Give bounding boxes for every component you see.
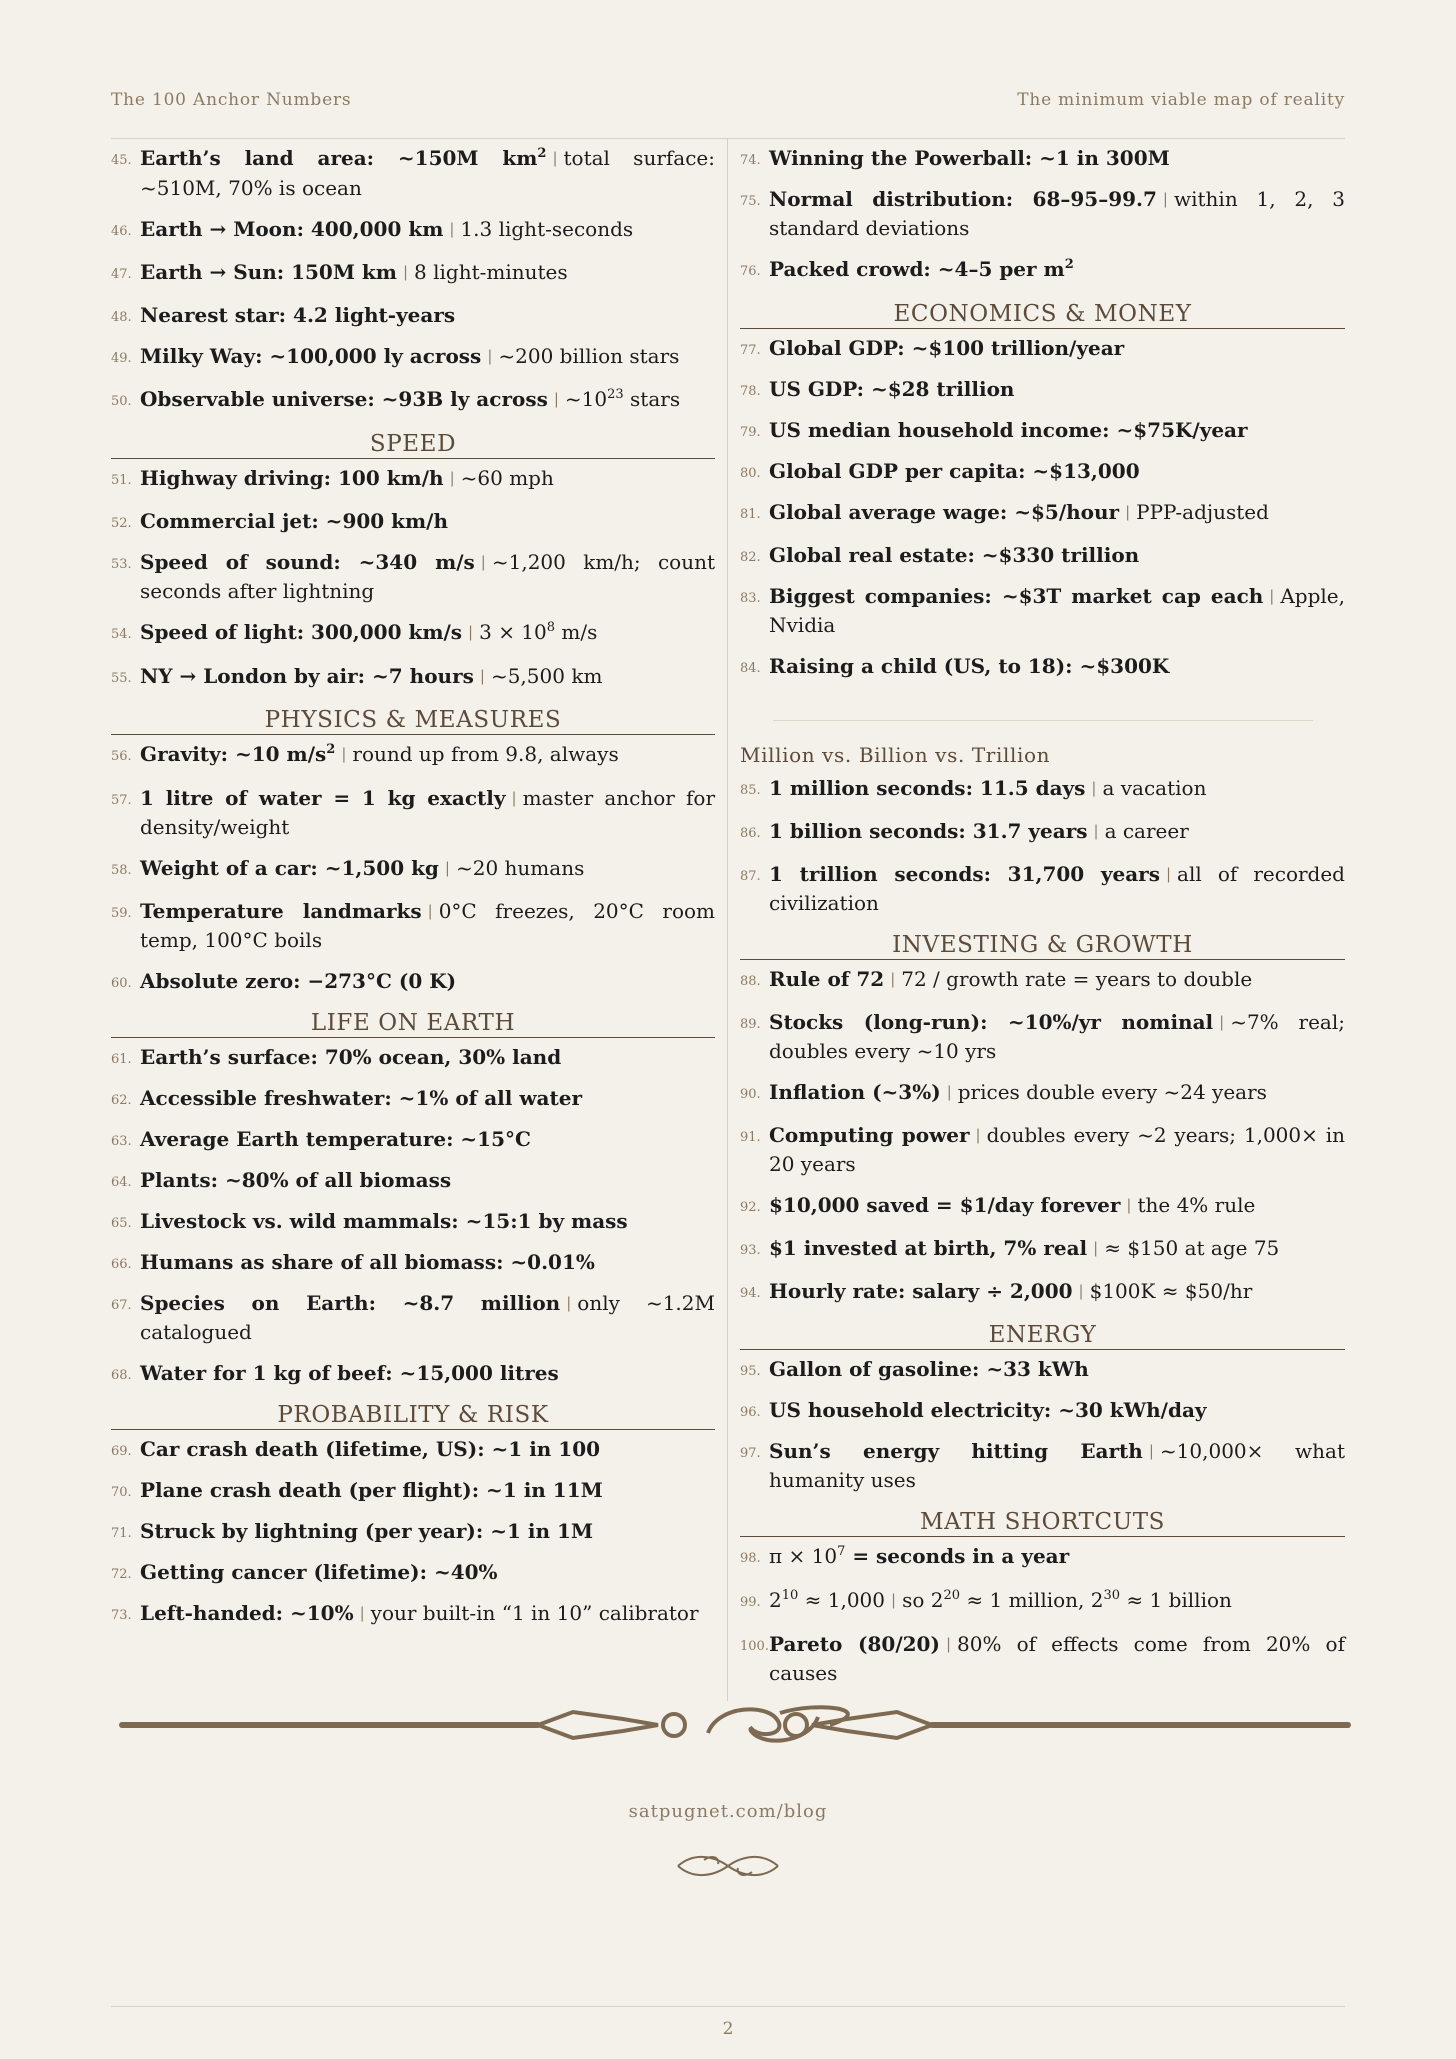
fact-detail: all of recorded civilization (769, 862, 1345, 915)
fact-detail: master anchor for density/weight (140, 786, 716, 839)
item-number: 66. (111, 1257, 132, 1272)
flourish-divider-ornament (118, 1695, 1352, 1785)
item-number: 71. (111, 1526, 132, 1541)
fact-headline: Temperature landmarks (140, 899, 422, 923)
item-number: 74. (740, 153, 761, 168)
item-number: 52. (111, 516, 132, 531)
item-number: 75. (740, 194, 761, 209)
fact-detail: ~10 (564, 387, 608, 411)
fact-headline: Raising a child (US, to 18): ~$300K (769, 654, 1170, 678)
fact-detail: 8 light-minutes (414, 260, 568, 284)
fact-detail: 80% of effects come from 20% of causes (769, 1632, 1345, 1685)
fact-detail: Apple, Nvidia (769, 584, 1345, 637)
list-item (111, 898, 715, 954)
item-number: 93. (740, 1243, 761, 1258)
separator: | (449, 220, 455, 238)
item-number: 95. (740, 1364, 761, 1379)
item-number: 69. (111, 1444, 132, 1459)
fact-headline: Rule of 72 (769, 967, 885, 991)
separator: | (566, 1294, 572, 1312)
separator: | (1219, 1013, 1225, 1031)
item-number: 60. (111, 976, 132, 991)
superscript: 30 (1103, 1588, 1121, 1603)
separator: | (480, 553, 486, 571)
fact-detail: within 1, 2, 3 standard deviations (769, 187, 1345, 240)
list-item (111, 259, 715, 288)
section-heading: ENERGY (740, 1321, 1345, 1350)
fact-headline: Earth’s surface: 70% ocean, 30% land (140, 1045, 562, 1069)
separator: | (1091, 779, 1097, 797)
item-number: 65. (111, 1216, 132, 1231)
fact-headline: Global GDP: ~$100 trillion/year (769, 336, 1125, 360)
fact-headline: Pareto (80/20) (769, 1632, 940, 1656)
fact-detail: 0°C freezes, 20°C room temp, 100°C boils (140, 899, 715, 952)
item-number: 45. (111, 153, 132, 168)
fact-headline: Global real estate: ~$330 trillion (769, 543, 1140, 567)
fact-detail: prices double every ~24 years (957, 1080, 1267, 1104)
list-item (111, 343, 715, 372)
item-number: 50. (111, 394, 132, 409)
fact-headline: Struck by lightning (per year): ~1 in 1M (140, 1519, 594, 1543)
fact-detail: π × 10 (769, 1544, 838, 1568)
item-number: 67. (111, 1298, 132, 1313)
list-item (111, 386, 715, 416)
item-number: 96. (740, 1405, 761, 1420)
fact-headline: Plants: ~80% of all biomass (140, 1168, 452, 1192)
item-number: 79. (740, 425, 761, 440)
subsection-heading: Million vs. Billion vs. Trillion (740, 743, 1051, 767)
item-number: 47. (111, 267, 132, 282)
list-item (740, 376, 1345, 403)
fact-headline: Computing power (769, 1123, 970, 1147)
superscript: 23 (607, 387, 624, 402)
list-item (111, 1360, 715, 1387)
fact-detail: ≈ 1 million, 2 (960, 1588, 1104, 1612)
fact-headline: Hourly rate: salary ÷ 2,000 (769, 1279, 1073, 1303)
list-item (740, 1278, 1345, 1307)
list-item (740, 256, 1345, 286)
fact-detail: the 4% rule (1137, 1193, 1256, 1217)
list-item (111, 1208, 715, 1235)
fact-headline: 1 trillion seconds: 31,700 years (769, 862, 1160, 886)
fact-headline: Speed of sound: ~340 m/s (140, 550, 475, 574)
document-subtitle: The minimum viable map of reality (1017, 90, 1345, 110)
small-flourish-icon (674, 1848, 782, 1884)
item-number: 53. (111, 557, 132, 572)
list-item (740, 818, 1345, 847)
fact-detail: ~7% real; doubles every ~10 yrs (769, 1010, 1345, 1063)
separator: | (890, 970, 896, 988)
item-number: 46. (111, 224, 132, 239)
fact-headline: Global GDP per capita: ~$13,000 (769, 459, 1140, 483)
section-heading: MATH SHORTCUTS (740, 1508, 1345, 1537)
item-number: 90. (740, 1087, 761, 1102)
fact-headline: US median household income: ~$75K/year (769, 418, 1248, 442)
list-item (740, 1397, 1345, 1424)
separator: | (945, 1635, 951, 1653)
fact-detail: ~10,000× what humanity uses (769, 1439, 1345, 1492)
item-number: 84. (740, 661, 761, 676)
item-number: 56. (111, 749, 132, 764)
list-item (740, 1356, 1345, 1383)
item-number: 49. (111, 351, 132, 366)
item-number: 63. (111, 1134, 132, 1149)
two-column-body (111, 139, 1345, 1701)
fact-headline: Packed crowd: ~4–5 per m (769, 257, 1065, 281)
fact-detail: a career (1104, 819, 1189, 843)
document-title: The 100 Anchor Numbers (111, 90, 352, 110)
separator: | (975, 1126, 981, 1144)
list-item (740, 1235, 1345, 1264)
list-item (111, 855, 715, 884)
fact-headline: Weight of a car: ~1,500 kg (140, 856, 439, 880)
item-number: 59. (111, 906, 132, 921)
item-number: 70. (111, 1485, 132, 1500)
fact-headline: Winning the Powerball: ~1 in 300M (769, 146, 1170, 170)
list-item (111, 1085, 715, 1112)
fact-headline: Nearest star: 4.2 light-years (140, 303, 456, 327)
fact-detail: total surface: ~510M, 70% is ocean (140, 146, 715, 200)
fact-headline: Milky Way: ~100,000 ly across (140, 344, 482, 368)
item-number: 62. (111, 1093, 132, 1108)
fact-headline: 1 million seconds: 11.5 days (769, 776, 1086, 800)
list-item (740, 966, 1345, 995)
list-item (111, 1559, 715, 1586)
item-number: 88. (740, 974, 761, 989)
list-item (740, 1587, 1345, 1617)
fact-headline: Global average wage: ~$5/hour (769, 500, 1120, 524)
item-number: 81. (740, 507, 761, 522)
list-item (111, 145, 715, 202)
item-number: 91. (740, 1130, 761, 1145)
fact-headline: Speed of light: 300,000 km/s (140, 620, 463, 644)
superscript: 10 (781, 1588, 799, 1603)
item-number: 92. (740, 1200, 761, 1215)
left-column (111, 139, 728, 1701)
item-number: 61. (111, 1052, 132, 1067)
item-number: 73. (111, 1608, 132, 1623)
item-number: 82. (740, 550, 761, 565)
list-item (740, 417, 1345, 444)
fact-detail: only ~1.2M catalogued (140, 1291, 715, 1344)
list-item (740, 861, 1345, 917)
list-item (111, 1518, 715, 1545)
fact-detail: ~60 mph (460, 466, 554, 490)
fact-headline: Water for 1 kg of beef: ~15,000 litres (140, 1361, 559, 1385)
fact-headline: Gravity: ~10 m/s (140, 742, 327, 766)
superscript: 2 (537, 146, 547, 161)
item-number: 99. (740, 1595, 761, 1610)
fact-headline: Stocks (long-run): ~10%/yr nominal (769, 1010, 1214, 1034)
fact-detail: a vacation (1102, 776, 1207, 800)
fact-headline: Gallon of gasoline: ~33 kWh (769, 1357, 1089, 1381)
fact-headline: Earth → Sun: 150M km (140, 260, 397, 284)
fact-headline: Highway driving: 100 km/h (140, 466, 444, 490)
list-item (111, 1167, 715, 1194)
page-number: 2 (722, 2019, 734, 2039)
item-number: 76. (740, 264, 761, 279)
separator: | (427, 902, 433, 920)
fact-headline: Species on Earth: ~8.7 million (140, 1291, 561, 1315)
list-item (740, 335, 1345, 362)
separator: | (487, 347, 493, 365)
item-number: 57. (111, 793, 132, 808)
list-item (111, 465, 715, 494)
fact-detail: doubles every ~2 years; 1,000× in 20 years (769, 1123, 1345, 1176)
fact-detail: ~20 humans (455, 856, 585, 880)
superscript: 8 (546, 620, 556, 635)
fact-headline: Humans as share of all biomass: ~0.01% (140, 1250, 595, 1274)
item-number: 48. (111, 310, 132, 325)
separator: | (552, 149, 558, 167)
section-heading: ECONOMICS & MONEY (740, 300, 1345, 329)
separator: | (1165, 865, 1172, 883)
fact-detail: m/s (555, 620, 598, 644)
superscript: 2 (1064, 257, 1074, 272)
item-number: 86. (740, 826, 761, 841)
fact-detail: 72 / growth rate = years to double (901, 967, 1253, 991)
list-item (111, 216, 715, 245)
fact-headline: $1 invested at birth, 7% real (769, 1236, 1088, 1260)
fact-detail: ~200 billion stars (498, 344, 680, 368)
list-item (740, 1009, 1345, 1065)
fact-detail: 3 × 10 (479, 620, 547, 644)
fact-detail: $100K ≈ $50/hr (1089, 1279, 1253, 1303)
list-item (740, 1122, 1345, 1178)
list-item (740, 542, 1345, 569)
separator: | (1269, 587, 1275, 605)
section-heading: LIFE ON EARTH (111, 1009, 715, 1038)
fact-headline: Left-handed: ~10% (140, 1601, 354, 1625)
list-item (740, 1543, 1345, 1573)
fact-headline: Getting cancer (lifetime): ~40% (140, 1560, 498, 1584)
fact-detail: PPP-adjusted (1136, 500, 1269, 524)
separator: | (1093, 822, 1099, 840)
section-heading: INVESTING & GROWTH (740, 931, 1345, 960)
fact-detail: ≈ 1,000 (798, 1588, 886, 1612)
separator: | (1148, 1442, 1154, 1460)
separator: | (1162, 190, 1168, 208)
item-number: 54. (111, 627, 132, 642)
separator: | (444, 859, 450, 877)
separator: | (891, 1591, 897, 1609)
fact-detail: ~1,200 km/h; count seconds after lightning (140, 550, 715, 603)
separator: | (553, 390, 559, 408)
fact-headline: Plane crash death (per flight): ~1 in 11M (140, 1478, 603, 1502)
fact-detail: stars (623, 387, 681, 411)
list-item (111, 508, 715, 535)
separator: | (946, 1083, 952, 1101)
superscript: 7 (837, 1544, 846, 1559)
item-number: 83. (740, 591, 761, 606)
fact-headline: Earth’s land area: ~150M km (140, 146, 538, 170)
fact-headline: Inflation (~3%) (769, 1080, 941, 1104)
list-item (740, 583, 1345, 639)
list-item (111, 619, 715, 649)
fact-headline: Average Earth temperature: ~15°C (140, 1127, 531, 1151)
running-header (111, 90, 1345, 110)
separator: | (341, 745, 347, 763)
separator: | (359, 1604, 365, 1622)
fact-detail: so 2 (902, 1588, 944, 1612)
fact-headline: Biggest companies: ~$3T market cap each (769, 584, 1264, 608)
separator: | (511, 789, 517, 807)
fact-headline: Accessible freshwater: ~1% of all water (140, 1086, 583, 1110)
fact-headline: Livestock vs. wild mammals: ~15:1 by mass (140, 1209, 628, 1233)
fact-headline: $10,000 saved = $1/day forever (769, 1193, 1121, 1217)
list-item (111, 302, 715, 329)
list-item (740, 1631, 1345, 1687)
fact-headline: Car crash death (lifetime, US): ~1 in 100 (140, 1437, 601, 1461)
item-number: 94. (740, 1286, 761, 1301)
fact-detail: ≈ 1 billion (1120, 1588, 1232, 1612)
separator: | (449, 469, 455, 487)
section-heading: PROBABILITY & RISK (111, 1401, 715, 1430)
fact-headline: Earth → Moon: 400,000 km (140, 217, 444, 241)
item-number: 78. (740, 384, 761, 399)
fact-headline: Normal distribution: 68–95–99.7 (769, 187, 1157, 211)
separator: | (402, 263, 409, 281)
item-number: 98. (740, 1551, 761, 1566)
list-item (111, 1249, 715, 1276)
fact-headline: US household electricity: ~30 kWh/day (769, 1398, 1207, 1422)
list-item (111, 1600, 715, 1629)
item-number: 72. (111, 1567, 132, 1582)
item-number: 100. (740, 1639, 769, 1654)
fact-headline: = seconds in a year (845, 1544, 1070, 1568)
separator: | (479, 667, 485, 685)
fact-headline: NY → London by air: ~7 hours (140, 664, 474, 688)
fact-detail: 1.3 light-seconds (460, 217, 634, 241)
list-item (740, 458, 1345, 485)
list-item (740, 1079, 1345, 1108)
item-number: 51. (111, 473, 132, 488)
list-item (740, 1192, 1345, 1221)
list-item (111, 785, 715, 841)
list-item (111, 1044, 715, 1071)
item-number: 80. (740, 466, 761, 481)
item-number: 77. (740, 343, 761, 358)
superscript: 2 (326, 742, 336, 757)
item-number: 89. (740, 1017, 761, 1032)
section-heading: SPEED (111, 430, 715, 459)
item-number: 85. (740, 783, 761, 798)
separator: | (1093, 1239, 1099, 1257)
item-number: 58. (111, 863, 132, 878)
item-number: 97. (740, 1446, 761, 1461)
separator: | (1078, 1282, 1084, 1300)
fact-detail: ~5,500 km (490, 664, 603, 688)
fact-detail: ≈ $150 at age 75 (1104, 1236, 1280, 1260)
fact-headline: US GDP: ~$28 trillion (769, 377, 1015, 401)
list-item (740, 145, 1345, 172)
list-item (740, 653, 1345, 680)
list-item (111, 1290, 715, 1346)
fact-headline: Absolute zero: −273°C (0 K) (140, 969, 457, 993)
item-number: 68. (111, 1368, 132, 1383)
item-number: 64. (111, 1175, 132, 1190)
list-item (111, 1477, 715, 1504)
fact-detail: your built-in “1 in 10” calibrator (370, 1601, 699, 1625)
blog-link[interactable]: satpugnet.com/blog (628, 1801, 828, 1822)
right-column (728, 139, 1345, 1701)
list-item (111, 1126, 715, 1153)
divider (773, 720, 1313, 721)
list-item (740, 186, 1345, 242)
separator: | (1126, 1196, 1132, 1214)
list-item (740, 499, 1345, 528)
separator: | (468, 623, 474, 641)
fact-headline: 1 billion seconds: 31.7 years (769, 819, 1088, 843)
item-number: 55. (111, 671, 132, 686)
fact-detail: 2 (769, 1588, 782, 1612)
fact-detail: round up from 9.8, always (352, 742, 619, 766)
list-item (111, 663, 715, 692)
footer-rule (111, 2006, 1345, 2007)
fact-headline: Observable universe: ~93B ly across (140, 387, 548, 411)
list-item (111, 549, 715, 605)
list-item (111, 1436, 715, 1463)
superscript: 20 (943, 1588, 961, 1603)
list-item (111, 741, 715, 771)
fact-headline: 1 litre of water = 1 kg exactly (140, 786, 506, 810)
fact-headline: Sun’s energy hitting Earth (769, 1439, 1143, 1463)
fact-headline: Commercial jet: ~900 km/h (140, 509, 449, 533)
item-number: 87. (740, 869, 761, 884)
list-item (740, 775, 1345, 804)
list-item (740, 1438, 1345, 1494)
list-item (111, 968, 715, 995)
separator: | (1125, 503, 1131, 521)
section-heading: PHYSICS & MEASURES (111, 706, 715, 735)
